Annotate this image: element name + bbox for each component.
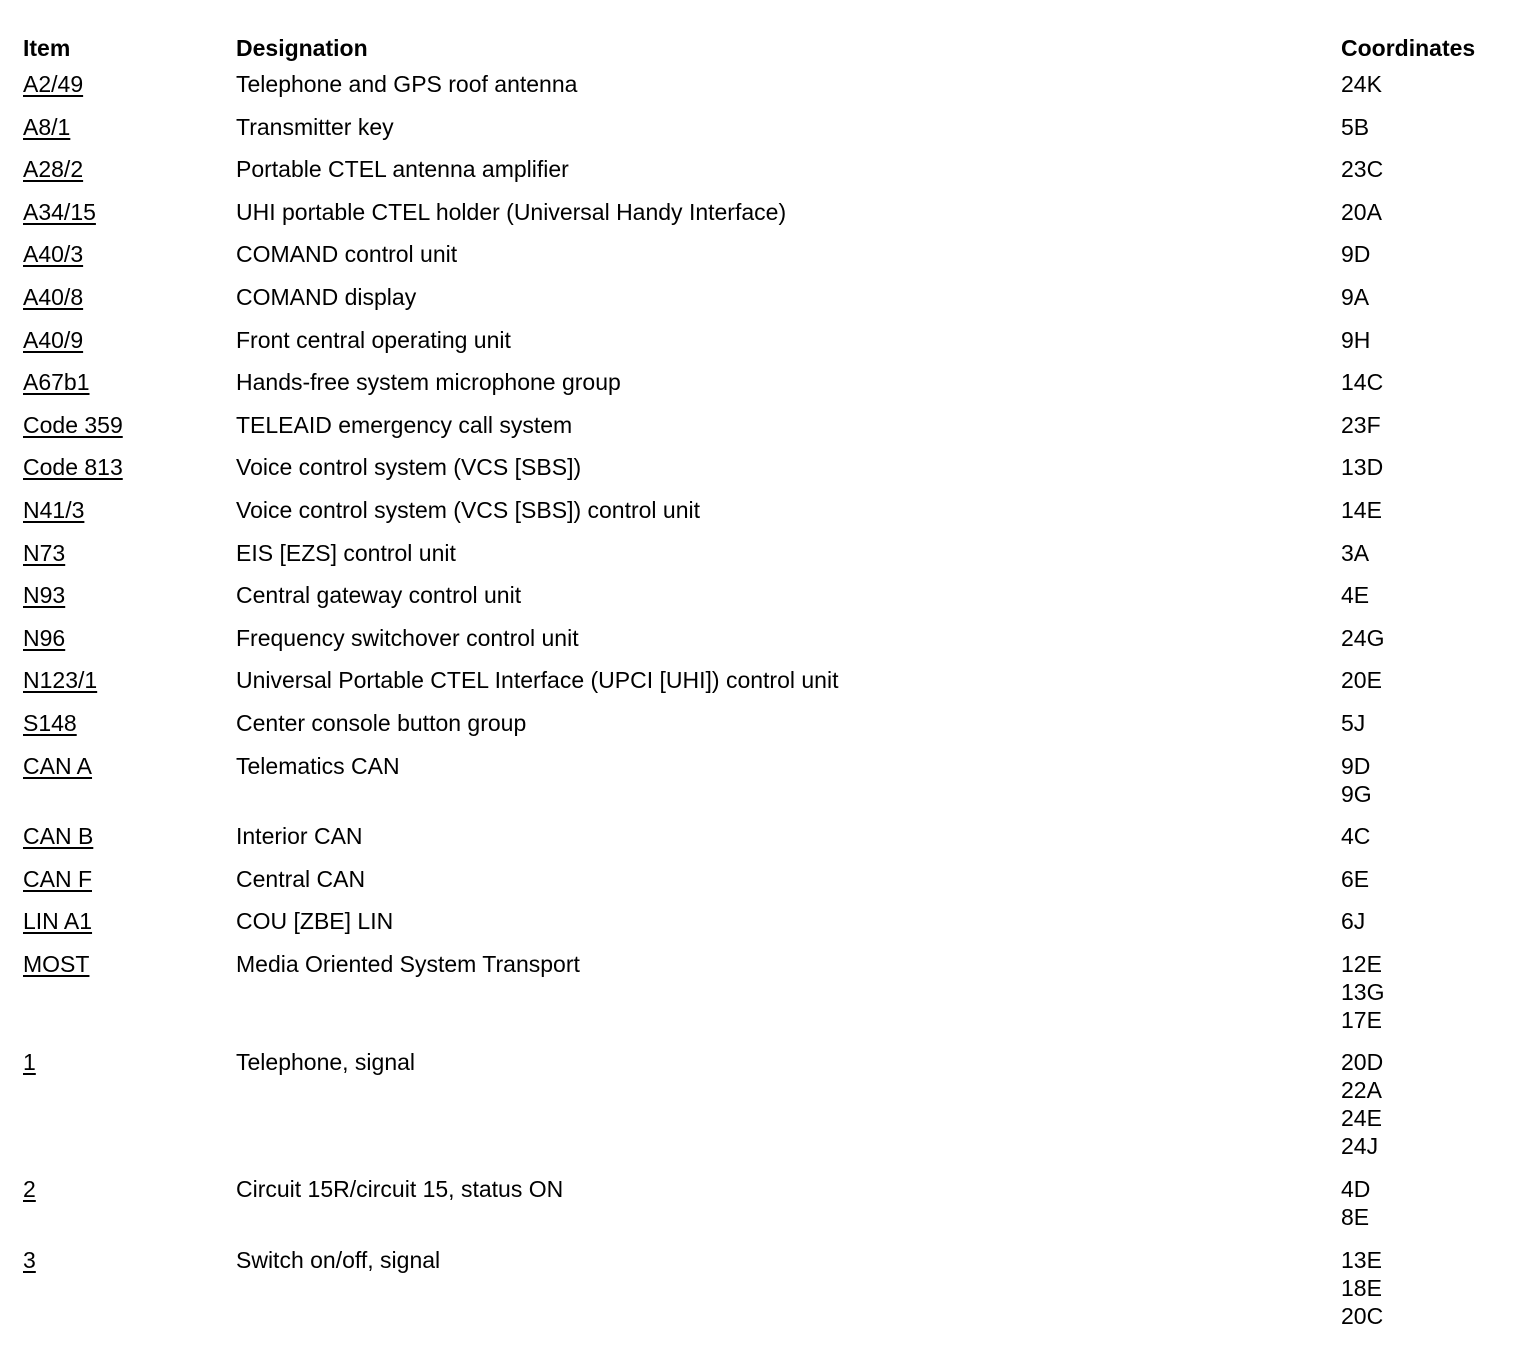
coordinate-value: 24K	[1341, 71, 1382, 97]
coordinate-value: 9A	[1341, 283, 1370, 310]
table-row	[23, 950, 1503, 1049]
item-link[interactable]: LIN A1	[23, 908, 93, 935]
designation-text: Transmitter key	[236, 113, 394, 140]
coordinate-value: 24J	[1341, 1133, 1379, 1160]
coordinates-cell	[1341, 326, 1370, 354]
item-link[interactable]: MOST	[23, 950, 90, 977]
coordinate-value: 9D	[1341, 752, 1371, 779]
table-row	[23, 368, 1503, 411]
table-row	[23, 70, 1503, 113]
item-link[interactable]: A34/15	[23, 198, 96, 225]
table-header	[23, 30, 1503, 70]
designation-text: Central CAN	[236, 865, 366, 892]
designation-text: Center console button group	[236, 709, 527, 736]
coordinates-cell	[1341, 539, 1369, 567]
header-item: Item	[23, 35, 71, 61]
coordinate-value: 12E	[1341, 950, 1382, 977]
designation-text: COMAND control unit	[236, 241, 458, 268]
table-row	[23, 865, 1503, 908]
designation-text: Interior CAN	[236, 823, 363, 850]
coordinate-value: 20A	[1341, 198, 1382, 225]
coordinates-cell	[1341, 865, 1369, 893]
designation-text: Telematics CAN	[236, 752, 400, 779]
item-link[interactable]: CAN F	[23, 865, 92, 892]
table-row	[23, 581, 1503, 624]
item-link[interactable]: A2/49	[23, 71, 84, 97]
table-row	[23, 198, 1503, 241]
item-link[interactable]: A40/9	[23, 326, 84, 353]
coordinates-cell	[1341, 368, 1383, 396]
coordinates-cell	[1341, 155, 1383, 183]
table-row	[23, 822, 1503, 865]
item-link[interactable]: A28/2	[23, 156, 84, 183]
coordinates-cell	[1341, 70, 1382, 98]
table-row	[23, 283, 1503, 326]
table-row	[23, 453, 1503, 496]
item-link[interactable]: 1	[23, 1049, 36, 1076]
coordinate-value: 24G	[1341, 624, 1385, 651]
designation-text: Telephone, signal	[236, 1049, 416, 1076]
coordinate-value: 13G	[1341, 978, 1385, 1005]
coordinate-value: 13E	[1341, 1246, 1382, 1273]
coordinates-cell	[1341, 907, 1365, 935]
designation-text: COU [ZBE] LIN	[236, 908, 394, 935]
coordinate-value: 23C	[1341, 156, 1384, 183]
item-link[interactable]: A40/3	[23, 241, 84, 268]
coordinate-value: 4C	[1341, 823, 1371, 850]
item-link[interactable]: 2	[23, 1176, 36, 1203]
coordinate-value: 4E	[1341, 582, 1370, 609]
table-row	[23, 709, 1503, 752]
designation-text: COMAND display	[236, 283, 417, 310]
table-row	[23, 1048, 1503, 1175]
table-row	[23, 752, 1503, 823]
designation-text: Telephone and GPS roof antenna	[236, 71, 578, 97]
coordinates-cell	[1341, 624, 1384, 652]
coordinates-cell	[1341, 950, 1384, 1034]
coordinate-value: 5J	[1341, 709, 1366, 736]
item-link[interactable]: A40/8	[23, 283, 84, 310]
coordinates-cell	[1341, 411, 1381, 439]
coordinate-value: 9D	[1341, 241, 1371, 268]
coordinate-value: 17E	[1341, 1006, 1382, 1033]
coordinates-cell	[1341, 752, 1372, 808]
item-link[interactable]: CAN A	[23, 752, 93, 779]
designation-text: Media Oriented System Transport	[236, 950, 580, 977]
coordinate-value: 23F	[1341, 411, 1381, 438]
item-link[interactable]: N41/3	[23, 496, 85, 523]
coordinates-cell	[1341, 666, 1382, 694]
coordinate-value: 3A	[1341, 539, 1370, 566]
coordinate-value: 20E	[1341, 667, 1382, 694]
coordinate-value: 22A	[1341, 1077, 1382, 1104]
coordinates-cell	[1341, 283, 1369, 311]
coordinate-value: 18E	[1341, 1274, 1382, 1301]
designation-text: Portable CTEL antenna amplifier	[236, 156, 569, 183]
coordinate-value: 9H	[1341, 326, 1371, 353]
designation-text: Voice control system (VCS [SBS])	[236, 454, 582, 481]
table-row	[23, 1246, 1503, 1345]
designation-text: Circuit 15R/circuit 15, status ON	[236, 1176, 564, 1203]
table-body	[23, 70, 1503, 1344]
table-row	[23, 155, 1503, 198]
table-row	[23, 113, 1503, 156]
coordinates-cell	[1341, 581, 1369, 609]
coordinates-cell	[1341, 1246, 1383, 1330]
header-designation: Designation	[236, 35, 368, 61]
table-row	[23, 496, 1503, 539]
coordinate-value: 14E	[1341, 496, 1382, 523]
designation-text: Central gateway control unit	[236, 582, 522, 609]
coordinate-value: 4D	[1341, 1176, 1371, 1203]
coordinates-cell	[1341, 496, 1382, 524]
table-row	[23, 907, 1503, 950]
designation-text: Switch on/off, signal	[236, 1246, 441, 1273]
item-link[interactable]: N93	[23, 582, 66, 609]
table-row	[23, 411, 1503, 454]
coordinates-cell	[1341, 240, 1370, 268]
coordinate-value: 20D	[1341, 1049, 1384, 1076]
item-link[interactable]: 3	[23, 1246, 36, 1273]
table-row	[23, 539, 1503, 582]
item-link[interactable]: CAN B	[23, 823, 94, 850]
coordinate-value: 8E	[1341, 1204, 1370, 1231]
table-row	[23, 240, 1503, 283]
coordinate-value: 14C	[1341, 369, 1384, 396]
coordinate-value: 24E	[1341, 1105, 1382, 1132]
coordinates-cell	[1341, 198, 1382, 226]
designation-text: Frequency switchover control unit	[236, 624, 579, 651]
table-row	[23, 326, 1503, 369]
item-link[interactable]: S148	[23, 709, 77, 736]
coordinate-value: 13D	[1341, 454, 1384, 481]
legend-table	[23, 30, 1503, 1344]
item-link[interactable]: N123/1	[23, 667, 98, 694]
designation-text: Front central operating unit	[236, 326, 511, 353]
coordinate-value: 6E	[1341, 865, 1370, 892]
designation-text: Hands-free system microphone group	[236, 369, 621, 396]
coordinates-cell	[1341, 709, 1365, 737]
designation-text: Voice control system (VCS [SBS]) control unit	[236, 496, 701, 523]
coordinate-value: 6J	[1341, 908, 1366, 935]
table-row	[23, 666, 1503, 709]
designation-text: EIS [EZS] control unit	[236, 539, 456, 566]
table-row	[23, 1175, 1503, 1246]
coordinates-cell	[1341, 1175, 1370, 1231]
item-link[interactable]: N96	[23, 624, 66, 651]
header-coordinates: Coordinates	[1341, 35, 1476, 61]
designation-text: TELEAID emergency call system	[236, 411, 573, 438]
table-row	[23, 624, 1503, 667]
coordinate-value: 20C	[1341, 1302, 1384, 1329]
coordinates-cell	[1341, 822, 1370, 850]
coordinates-cell	[1341, 1048, 1383, 1160]
coordinate-value: 9G	[1341, 780, 1372, 807]
coordinates-cell	[1341, 453, 1383, 481]
coordinates-cell	[1341, 113, 1369, 141]
item-link[interactable]: A67b1	[23, 369, 90, 396]
item-link[interactable]: N73	[23, 539, 66, 566]
designation-text: Universal Portable CTEL Interface (UPCI [UHI]) control unit	[236, 667, 839, 694]
item-link[interactable]: A8/1	[23, 113, 71, 140]
coordinate-value: 5B	[1341, 113, 1370, 140]
designation-text: UHI portable CTEL holder (Universal Handy Interface)	[236, 198, 787, 225]
item-link[interactable]: Code 359	[23, 411, 123, 438]
item-link[interactable]: Code 813	[23, 454, 123, 481]
